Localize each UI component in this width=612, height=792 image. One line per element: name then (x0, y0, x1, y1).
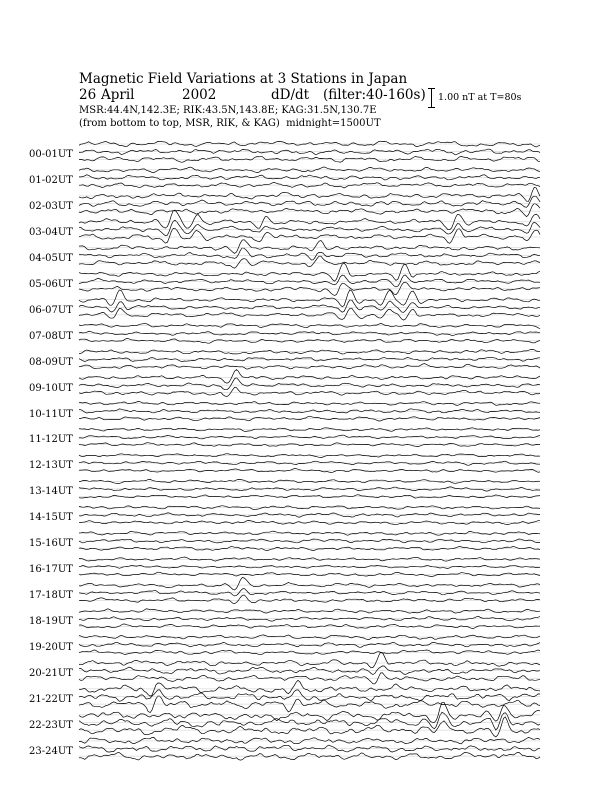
date-month: April (101, 87, 135, 103)
hour-label: 05-06UT (29, 278, 73, 290)
station-coordinates: MSR:44.4N,142.3E; RIK:43.5N,143.8E; KAG:31.5N,130.7E (79, 105, 377, 116)
trace-kag-hour-2 (79, 187, 540, 201)
date-year: 2002 (182, 87, 217, 103)
hour-label: 13-14UT (29, 486, 73, 498)
hour-label: 18-19UT (29, 616, 73, 628)
hour-label: 10-11UT (29, 408, 73, 420)
hour-label: 20-21UT (29, 668, 73, 679)
hour-label: 21-22UT (29, 693, 73, 705)
midnight-note: midnight=1500UT (286, 118, 381, 129)
trace-rik-hour-5 (79, 275, 540, 287)
trace-kag-hour-22 (79, 702, 540, 722)
filter-label: (filter:40-160s) (323, 87, 426, 103)
hour-label: 15-16UT (29, 538, 73, 550)
hour-label: 11-12UT (29, 434, 73, 446)
trace-kag-hour-6 (79, 290, 540, 307)
hour-label: 23-24UT (29, 745, 73, 757)
hour-label: 03-04UT (29, 226, 73, 238)
trace-kag-hour-7 (79, 324, 540, 329)
trace-rik-hour-17 (79, 589, 540, 596)
hour-label: 01-02UT (29, 174, 73, 186)
hour-label: 00-01UT (29, 149, 73, 160)
trace-msr-hour-2 (79, 204, 540, 217)
date-day: 26 (79, 87, 97, 103)
trace-kag-hour-14 (79, 506, 540, 510)
trace-kag-hour-5 (79, 263, 540, 281)
trace-msr-hour-14 (79, 521, 540, 525)
trace-rik-hour-1 (79, 175, 540, 180)
scale-label: 1.00 nT at T=80s (438, 92, 522, 103)
trace-kag-hour-20 (79, 652, 540, 668)
trace-kag-hour-12 (79, 454, 540, 458)
hour-label: 02-03UT (29, 200, 73, 212)
hour-label: 19-20UT (29, 642, 73, 654)
trace-msr-hour-6 (79, 308, 540, 320)
trace-rik-hour-20 (79, 666, 540, 675)
hour-label: 08-09UT (29, 356, 73, 368)
trace-msr-hour-12 (79, 469, 540, 473)
trace-msr-hour-8 (79, 364, 540, 369)
hour-label: 07-08UT (29, 330, 73, 342)
hour-label: 22-23UT (29, 719, 73, 731)
hour-label: 17-18UT (29, 590, 73, 602)
trace-msr-hour-22 (79, 717, 540, 737)
trace-rik-hour-12 (79, 461, 540, 465)
quantity-label: dD/dt (271, 87, 310, 103)
trace-kag-hour-19 (79, 635, 540, 640)
trace-msr-hour-9 (79, 387, 540, 396)
trace-kag-hour-9 (79, 370, 540, 384)
trace-rik-hour-2 (79, 196, 540, 207)
trace-rik-hour-0 (79, 149, 540, 155)
trace-kag-hour-23 (79, 737, 540, 744)
trace-kag-hour-21 (79, 680, 540, 696)
trace-kag-hour-3 (79, 210, 540, 230)
hour-label: 06-07UT (29, 304, 73, 316)
hour-label: 14-15UT (29, 512, 73, 524)
hour-label: 12-13UT (29, 460, 73, 472)
trace-rik-hour-9 (79, 378, 540, 390)
chart-title: Magnetic Field Variations at 3 Stations in Japan (79, 71, 408, 87)
order-note: (from bottom to top, MSR, RIK, & KAG) (79, 118, 280, 129)
hour-label: 04-05UT (29, 252, 73, 264)
trace-kag-hour-17 (79, 578, 540, 591)
trace-msr-hour-17 (79, 595, 540, 604)
hour-label: 09-10UT (29, 382, 73, 394)
hour-label: 16-17UT (29, 564, 73, 576)
trace-kag-hour-4 (79, 240, 540, 254)
